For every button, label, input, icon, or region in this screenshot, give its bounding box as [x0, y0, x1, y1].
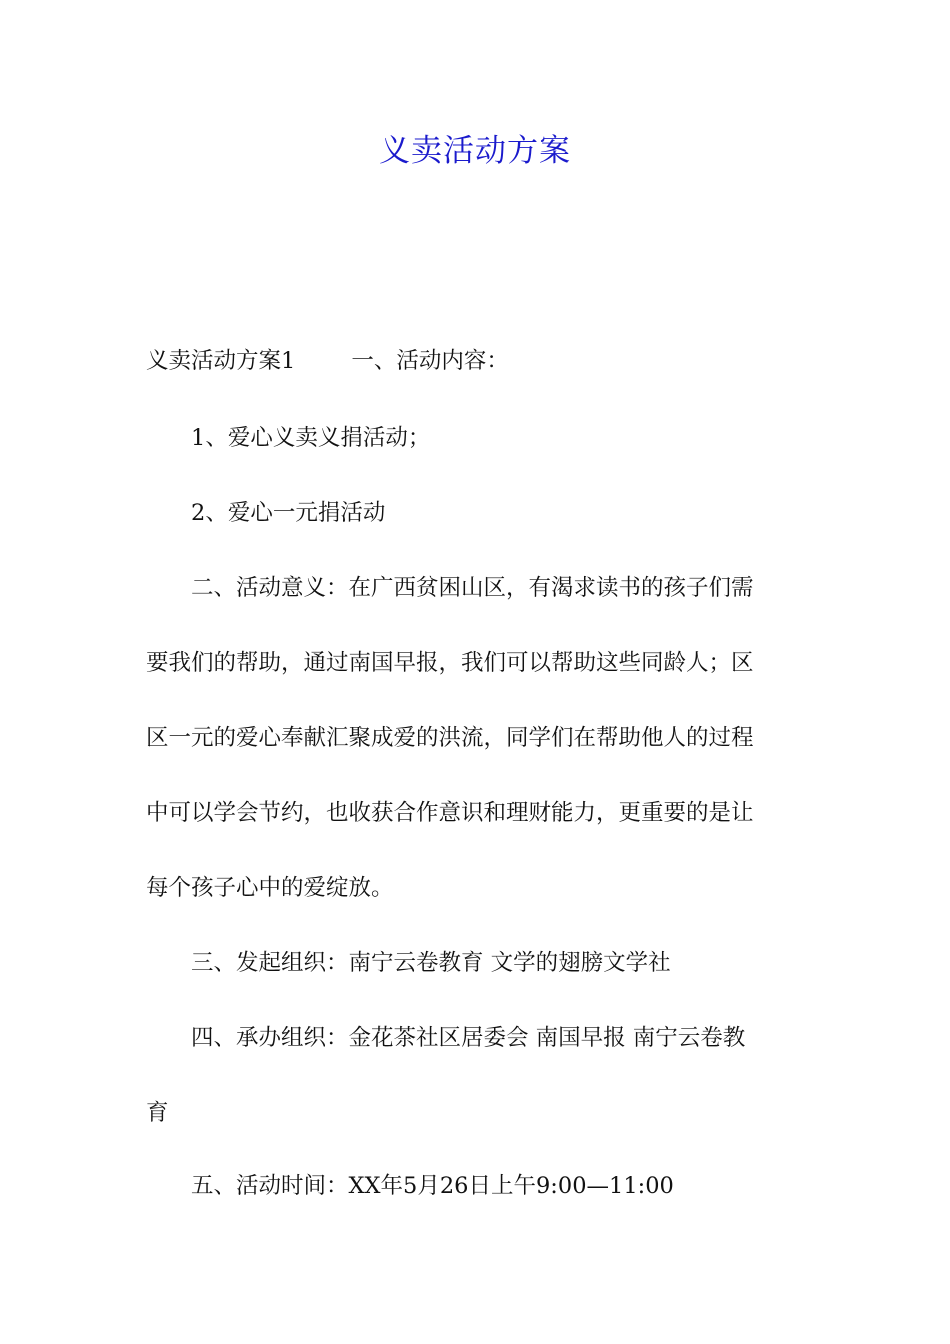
document-title: 义卖活动方案: [379, 133, 571, 169]
intro-line: [146, 343, 509, 375]
significance-line-4: 中可以学会节约，也收获合作意识和理财能力，更重要的是让: [146, 800, 754, 826]
initiator-line: 三、发起组织：南宁云卷教育 文学的翅膀文学社: [191, 950, 671, 976]
content-item-2: 2、爱心一元捐活动: [191, 500, 386, 526]
organizer-line-2: 育: [146, 1100, 169, 1126]
plan-label: 义卖活动方案1: [146, 348, 296, 374]
section-heading-content: 一、活动内容：: [351, 348, 509, 374]
organizer-line-1: 四、承办组织：金花茶社区居委会 南国早报 南宁云卷教: [191, 1025, 746, 1051]
significance-line-1: 二、活动意义：在广西贫困山区，有渴求读书的孩子们需: [191, 575, 754, 601]
significance-line-3: 区一元的爱心奉献汇聚成爱的洪流，同学们在帮助他人的过程: [146, 725, 754, 751]
significance-line-2: 要我们的帮助，通过南国早报，我们可以帮助这些同龄人；区: [146, 650, 754, 676]
significance-line-5: 每个孩子心中的爱绽放。: [146, 875, 394, 901]
time-line: 五、活动时间：XX年5月26日上午9:00—11:00: [191, 1173, 674, 1199]
content-item-1: 1、爱心义卖义捐活动；: [191, 425, 431, 451]
